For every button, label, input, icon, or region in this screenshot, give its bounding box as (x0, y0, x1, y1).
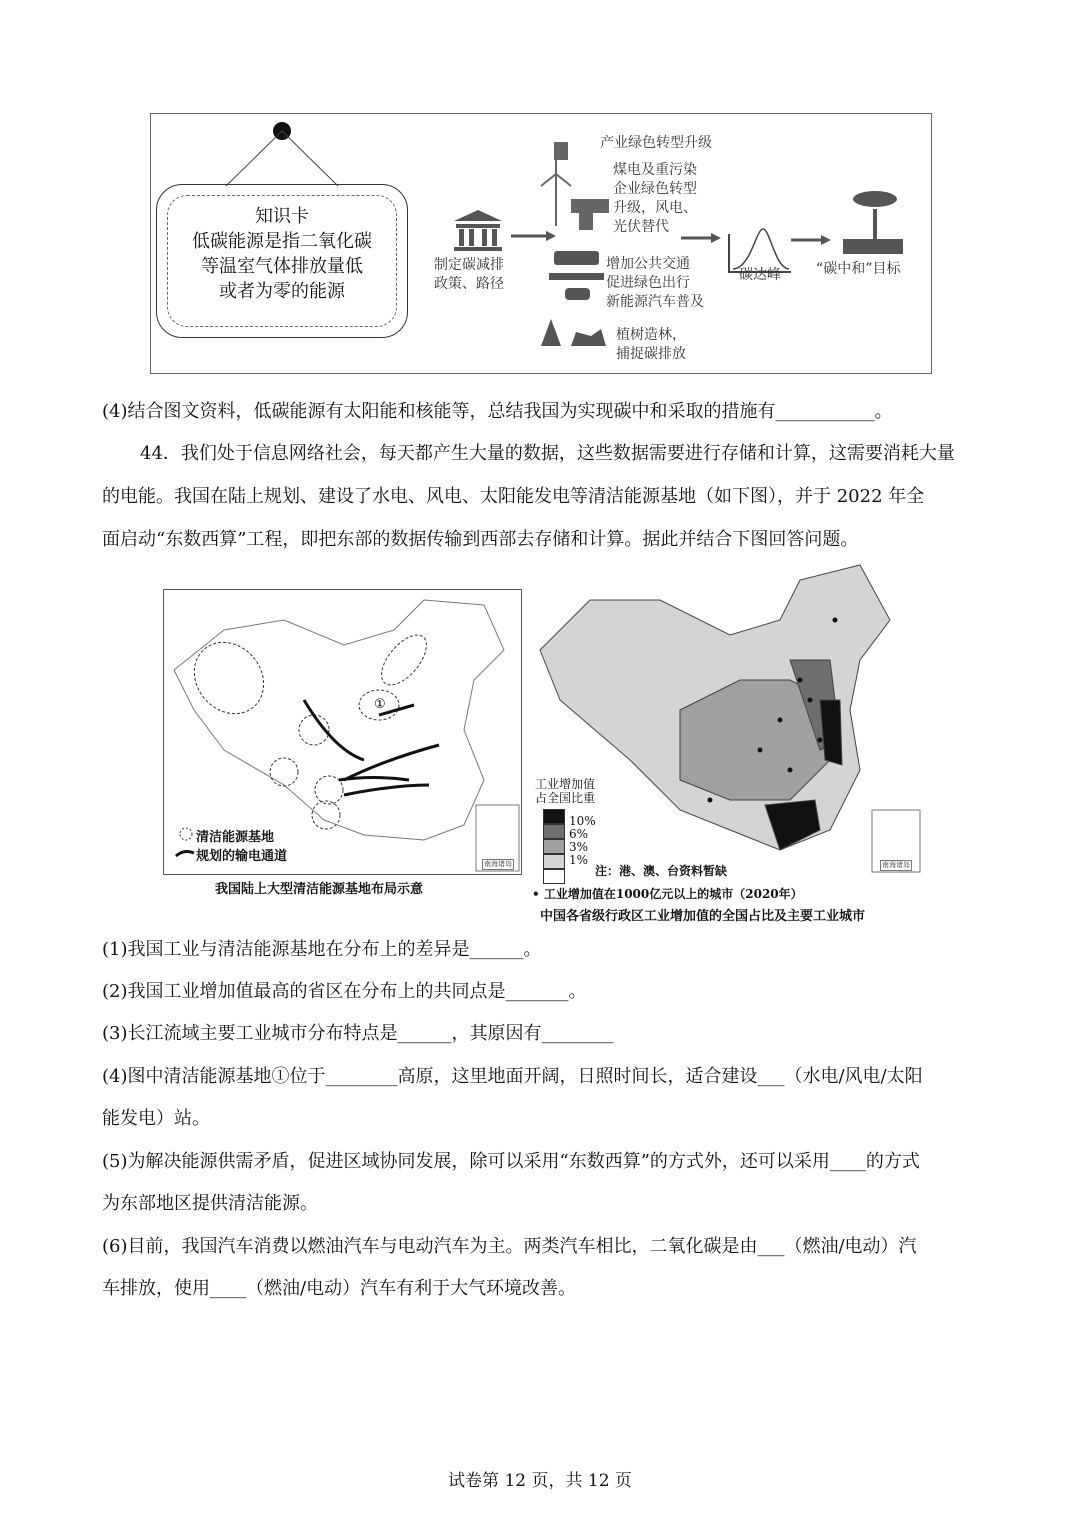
diagram-icons (151, 114, 931, 373)
transport-line: 促进绿色出行 (606, 275, 690, 291)
map2-legend (535, 777, 596, 884)
policy-line: 制定碳减排 (434, 257, 504, 273)
carbon-neutral-label: “碳中和”目标 (816, 261, 901, 277)
legend-swatch (543, 824, 565, 839)
forest-line: 植树造林， (616, 327, 686, 343)
question-2: (2)我国工业增加值最高的省区在分布上的共同点是_______。 (102, 981, 587, 1002)
page-footer: 试卷第 12 页，共 12 页 (448, 1471, 632, 1491)
legend-item: 3% (569, 840, 589, 854)
factory-icon (571, 199, 609, 230)
legend-item: 10% (569, 814, 596, 828)
legend-transmission-line: 规划的输电通道 (196, 849, 288, 864)
coal-label (613, 161, 697, 237)
question-44-text: 44．我们处于信息网络社会，每天都产生大量的数据，这些数据需要进行存储和计算，这需要消耗大量 (140, 443, 955, 464)
card-line: 等温室气体排放量低 (201, 256, 363, 277)
map2-caption: 中国各省级行政区工业增加值的全国占比及主要工业城市 (540, 909, 866, 924)
base-1-marker: ① (374, 697, 386, 712)
question-44-text: 面启动“东数西算”工程，即把东部的数据传输到西部去存储和计算。据此并结合下图回答问题。 (102, 529, 859, 550)
legend-swatch (543, 869, 565, 884)
clean-energy-base-legend-icon (179, 827, 193, 841)
clean-energy-map (163, 589, 522, 875)
city-legend: • 工业增加值在1000亿元以上的城市（2020年） (532, 887, 803, 901)
policy-line: 政策、路径 (434, 276, 504, 292)
coal-line: 煤电及重污染 (613, 162, 697, 178)
industry-label: 产业绿色转型升级 (600, 135, 712, 151)
transport-line: 增加公共交通 (606, 256, 690, 272)
legend-swatches (543, 809, 565, 884)
question-44-text: 的电能。我国在陆上规划、建设了水电、风电、太阳能发电等清洁能源基地（如下图），并于 2022 年全 (102, 486, 925, 507)
map2-inset-label: 南海诸岛 (882, 861, 910, 869)
palm-tree-icon (843, 191, 903, 254)
wind-turbine-icon (541, 159, 571, 226)
coal-line: 企业绿色转型 (613, 181, 697, 197)
coal-line: 升级，风电、 (613, 200, 697, 216)
carbon-neutral-diagram (150, 113, 932, 374)
bus-icon (549, 251, 604, 300)
question-6-cont: 车排放，使用____（燃油/电动）汽车有利于大气环境改善。 (102, 1278, 577, 1299)
coal-line: 光伏替代 (613, 219, 669, 235)
question-4-sub: (4)结合图文资料，低碳能源有太阳能和核能等，总结我国为实现碳中和采取的措施有___________。 (102, 401, 893, 422)
transport-line: 新能源汽车普及 (606, 294, 704, 310)
question-5: (5)为解决能源供需矛盾，促进区域协同发展，除可以采用“东数西算”的方式外，还可以采用____的方式 (102, 1151, 920, 1172)
question-1: (1)我国工业与清洁能源基地在分布上的差异是______。 (102, 939, 542, 960)
legend-swatch (543, 854, 565, 869)
question-5-cont: 为东部地区提供清洁能源。 (102, 1193, 318, 1214)
question-4-cont: 能发电）站。 (102, 1108, 210, 1129)
policy-label (434, 256, 504, 294)
transmission-line-legend-icon (174, 847, 196, 859)
robot-icon (554, 142, 568, 160)
legend-swatch (543, 809, 565, 824)
legend-title: 占全国比重 (535, 791, 596, 805)
government-building-icon (454, 210, 502, 251)
card-line: 低碳能源是指二氧化碳 (192, 231, 372, 252)
question-3: (3)长江流域主要工业城市分布特点是______，其原因有________ (102, 1023, 614, 1044)
question-6: (6)目前，我国汽车消费以燃油汽车与电动汽车为主。两类汽车相比，二氧化碳是由___（燃油/电动）汽 (102, 1236, 917, 1257)
legend-title: 工业增加值 (535, 777, 596, 791)
legend-clean-energy-base: 清洁能源基地 (196, 830, 275, 845)
legend-swatch (543, 839, 565, 854)
map1-inset-label: 南海诸岛 (484, 860, 512, 868)
map2-note: 注：港、澳、台资料暂缺 (595, 864, 728, 878)
card-line: 或者为零的能源 (219, 281, 345, 302)
carbon-peak-label: 碳达峰 (739, 267, 781, 283)
question-4: (4)图中清洁能源基地①位于________高原，这里地面开阔，日照时间长，适合建设___（水电/风电/太阳 (102, 1066, 923, 1087)
legend-item: 1% (569, 853, 589, 867)
map1-caption: 我国陆上大型清洁能源基地布局示意 (215, 882, 424, 897)
legend-item: 6% (569, 827, 589, 841)
forest-line: 捕捉碳排放 (616, 346, 686, 362)
transport-label (606, 255, 704, 312)
card-title: 知识卡 (255, 206, 309, 227)
forest-icon (541, 319, 606, 346)
forest-label (616, 326, 686, 364)
